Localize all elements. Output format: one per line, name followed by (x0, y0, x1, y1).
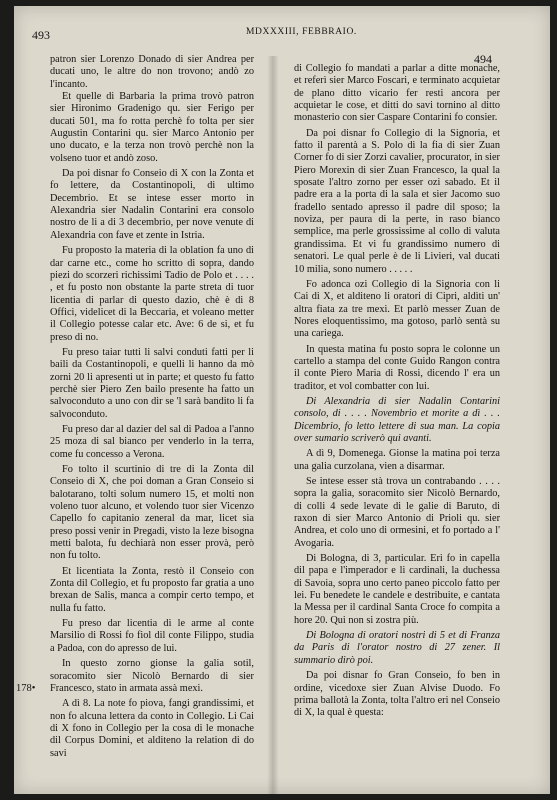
paragraph: di Collegio fo mandati a parlar a ditte monache, et referì sier Marco Foscari, e terminato acquietar de plano ditto vicario fer resti ancora per acquietar le cose, et ditti do savi tornino al ditto monasterio con sier Caspare Contarini fo consier. (294, 63, 500, 124)
paragraph: A dì 9, Domenega. Gionse la matina poi terza una galia curzolana, vien a disarmar. (294, 448, 500, 472)
paragraph: Fu preso dar al dazier del sal di Padoa a l'anno 25 moza di sal bianco per venderlo in la terra, come fu concesso a Verona. (50, 423, 254, 460)
paragraph: Da poi disnar fo Conseio di X con la Zonta et fo lettere, da Costantinopoli, di ultimo Decembrio. Et se intese esser morto in Alexandria sier Nadalin Contarini era consolo nostro de li a di 3 decembrio, per nove venute di Alexandria con fave et zente in Istria. (50, 168, 254, 241)
paragraph: A dì 8. La note fo piova, fangi grandissimi, et non fo alcuna lettera da conto in Collegio. Li Cai di X fono in Collegio per la cosa di le monache dil Corpus Domini, et alditeno la relation di do savi (50, 698, 254, 759)
paragraph: Fo adonca ozi Collegio di la Signoria con li Cai di X, et alditeno li oratori di Cipri, aldìti un' altra fiata za tre mexi. Et parlò messer Zuan de Nores eloquentissimo, ma gotoso, parlò sentà su una cariega. (294, 278, 500, 340)
paragraph: Da poi disnar fo Collegio di la Signoria, et fatto il parentà a S. Polo di la fia di sier Zuan Corner fo di sier Zorzi cavalier, procurator, in sier Piero Morexin di sier Zuan Francesco, la qual la sposate l'altro zorno per esser ozi sabado. Et il padre era a la porta di la sala et sier Jacomo suo fradello sentado apresso il padre dil sposo; la noviza, per paura di la perte, in raso bianco semplice, ma perle grossissime al collo di valuta grandissima. Et vi fu grandissimo numero di senatori. Le qual perle è de li Livieri, val ducati 10 milia, sono numero . . . . . (294, 127, 500, 275)
paragraph: Et licentiata la Zonta, restò il Conseio con Zonta dil Collegio, et fu proposto far gratia a uno brexan de Salis, manca a compir certo tempo, et nulla fu fatto. (50, 565, 254, 614)
paragraph: Fu preso dar licentia di le arme al conte Marsilio di Rossi fo fiol dil conte Filippo, studia a Padoa, con do apresso de lui. (50, 618, 254, 654)
paragraph: patron sier Lorenzo Donado di sier Andrea per ducati uno, le altre do non trovono; andò zo l'incanto. (50, 54, 254, 90)
page-number-right: 494 (474, 52, 492, 66)
right-column (294, 63, 500, 720)
paragraph: Fu preso taiar tutti li salvi conduti fatti per li baili da Costantinopoli, e quelli li hanno da mò zorni 20 li apresenti ut in parte; et questo fu fatto perchè sier Piero Zen bailo presente ha fatto un salvoconduto a uno con dir se 'l sarà bandito li fa salvoconduto. (50, 346, 254, 420)
paragraph: Di Bologna di oratori nostri di 5 et di Franza da Paris di l'orator nostro di 27 zener. Il summario dirò poi. (294, 630, 500, 666)
paragraph: Fo tolto il scurtinio di tre di la Zonta dil Conseio di X, che poi doman a Gran Conseio si balotarano, tolti solum numero 15, et molti non voleno tuor alcuno, et volendo tuor sier Vicenzo Capello fo capitanio zeneral da mar, licet sia preso possi venir in Pregadi, visto la leze bisogna metti balota, fu dechiarà non esser provà, però non fu tolto. (50, 464, 254, 562)
margin-folio-note: 178• (16, 683, 36, 694)
page-number-left: 493 (32, 28, 50, 42)
running-header: MDXXXIII, FEBBRAIO. (246, 27, 357, 37)
paragraph: Da poi disnar fo Gran Conseio, fo ben in ordine, vicedoxe sier Zuan Alvise Duodo. Fo prima ballotà la Zonta, tolta l'altro eri nel Conseio di X, la qual è questa: (294, 670, 500, 719)
paragraph: Et quelle di Barbaria la prima trovò patron sier Hironimo Gradenigo qu. sier Ferigo per ducati 501, ma fo rotta perchè fo tolta per sier Augustin Contarini qu. sier Marco Antonio per uno ducato, e la terza non trovò perchè non la volseno tuor et andò zoso. (50, 91, 254, 164)
paragraph: Di Bologna, di 3, particular. Eri fo in capella dil papa e l'imperador e li cardinali, la duchessa di Savoia, sopra uno certo paneo piccolo fatto per lei. Fu benedete le candele e destribuite, e cantata la Messa per il cardinal Santa Croce fo compita a hore 20. Qui non si zostra più. (294, 553, 500, 626)
left-column (50, 54, 254, 760)
paragraph: In questo zorno gionse la galia sotil, soracomito sier Nicolò Bernardo di sier Francesco, stato in armata assà mexi. (50, 658, 254, 694)
paragraph: Fu proposto la materia di la oblation fa uno di dar carne etc., come ho scritto di sopra, dando piezi do scorzeri richissimi Tadio de Polo et . . . . , et fu posto non obstante la parte streta di tuor licentia di parlar di questo dazio, chè è di 8 Offici, videlicet di la Beccaria, et voleano metter il Collegio potesse calar etc. Ave: 6 de si, et fu preso di no. (50, 245, 254, 343)
page-gutter (267, 56, 279, 794)
paragraph: Di Alexandria di sier Nadalin Contarini consolo, di . . . . Novembrio et morite a dì . . . Dicembrio, fo letto lettere di sua man. La copia over sumario scriverò qui avanti. (294, 395, 500, 444)
paragraph: In questa matina fu posto sopra le colonne un cartello a stampa del conte Guido Rangon contra il conte Piero Maria di Rossi, dicendo l' era un traditor, et vol combatter con lui. (294, 343, 500, 392)
paragraph: Se intese esser stà trova un contrabando . . . . sopra la galia, soracomito sier Nicolò Bernardo, di colli 4 sede levate di le galie di Baruto, di raxon di sier Marco Antonio di Prioli qu. sier Andrea, et colo uno di ormesini, et fo portado a l' Avogaria. (294, 476, 500, 549)
book-page (14, 6, 550, 794)
